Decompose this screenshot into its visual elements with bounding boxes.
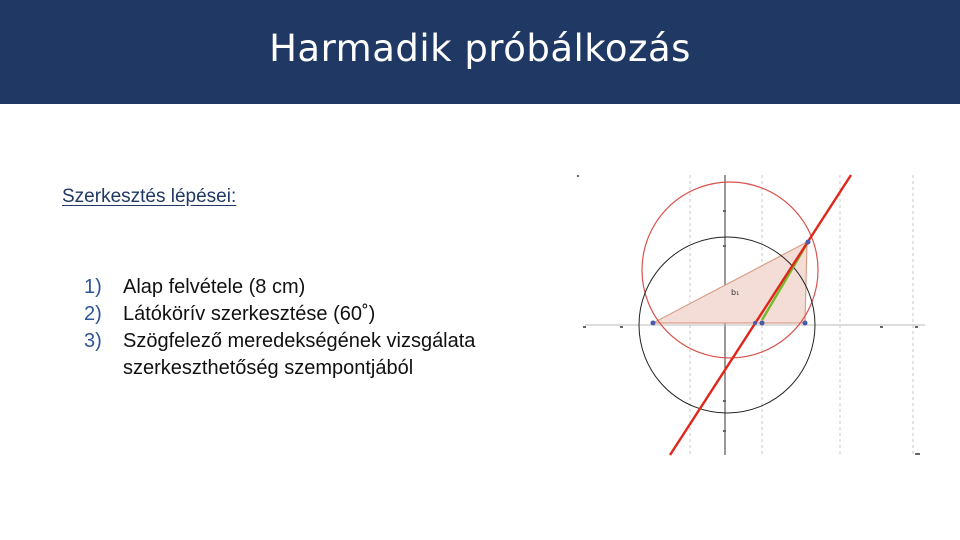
step-number: 2) xyxy=(84,303,102,325)
step-text: Alap felvétele (8 cm) xyxy=(123,276,306,298)
step-item xyxy=(84,328,475,382)
step-item xyxy=(84,274,475,301)
step-text: Látókörív szerkesztése (60˚) xyxy=(123,303,376,325)
step-text: Szögfelező meredekségének vizsgálata xyxy=(123,330,476,352)
slide-title: Harmadik próbálkozás xyxy=(269,27,691,70)
step-number: 1) xyxy=(84,276,102,298)
geometry-construction-figure xyxy=(565,160,935,460)
construction-canvas xyxy=(565,160,935,460)
segment-label-b1: b₁ xyxy=(731,288,740,297)
section-subtitle: Szerkesztés lépései: xyxy=(62,186,237,207)
step-item xyxy=(84,301,475,328)
steps-list xyxy=(84,274,475,382)
title-bar xyxy=(0,0,960,104)
step-number: 3) xyxy=(84,330,102,352)
step-text-continued: szerkeszthetőség szempontjából xyxy=(123,357,414,379)
